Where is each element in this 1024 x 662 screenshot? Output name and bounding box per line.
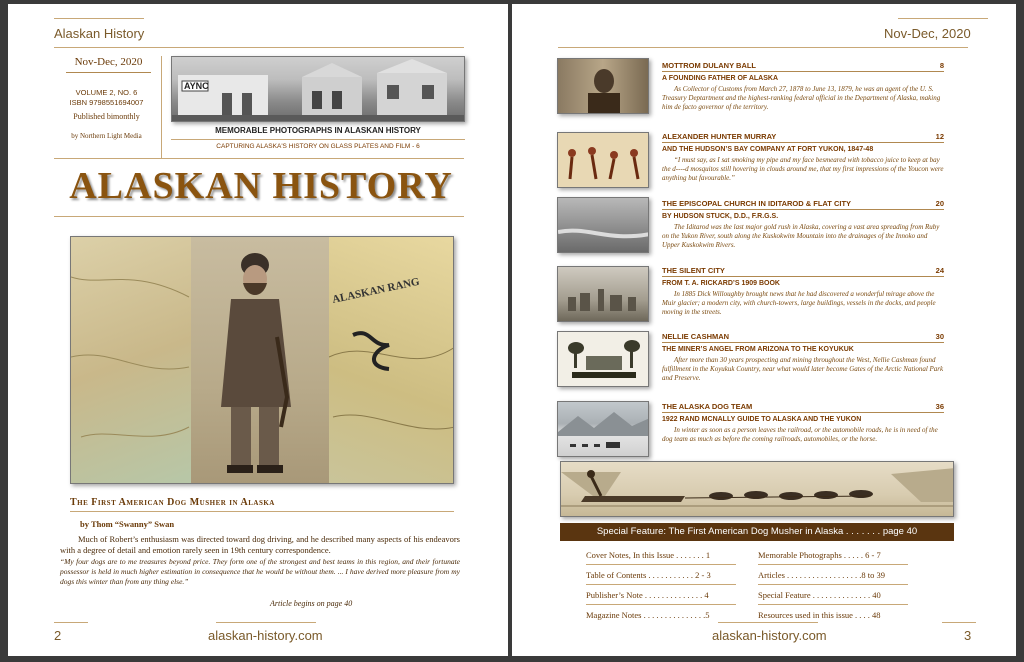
toc-description: As Collector of Customs from March 27, 1878 to June 13, 1879, he was an agent of the U. S. Treasury Deptartment and the highest-ranking federal official in the Department of Alaska, making him de facto governor of the territory. [662, 85, 941, 111]
toc-page: 12 [935, 132, 944, 141]
toc-subtitle: A FOUNDING FATHER OF ALASKA [662, 75, 779, 82]
index-rule [586, 564, 736, 565]
header-rule [54, 47, 464, 48]
left-page [8, 4, 508, 656]
header-rule-right [558, 47, 968, 48]
feature-rule [171, 139, 465, 140]
photo-storefront [171, 56, 465, 122]
toc-entry-murray[interactable] [662, 132, 944, 183]
thumb-cashman [557, 331, 649, 387]
toc-title[interactable]: THE ALASKA DOG TEAM [662, 402, 753, 411]
musher-portrait-icon [191, 237, 329, 484]
toc-page: 36 [935, 402, 944, 411]
dog-sled-illustration [560, 461, 954, 517]
special-feature-banner[interactable]: Special Feature: The First American Dog Musher in Alaska . . . . . . . page 40 [560, 523, 954, 541]
toc-description: In winter as soon as a person leaves the railroad, or the automobile roads, he is in need of the dog team as much as before the coming railroads, automobiles, or the horse. [662, 426, 938, 443]
article-title: The First American Dog Musher in Alaska [70, 497, 275, 508]
restaurant-icon [558, 332, 649, 387]
header-rule-top-right [898, 18, 988, 19]
page-number-right: 3 [964, 628, 972, 643]
toc-entry-iditarod[interactable] [662, 199, 944, 250]
right-header: Nov-Dec, 2020 [884, 26, 971, 41]
index-item[interactable]: Cover Notes, In this Issue . . . . . . . 1 [586, 550, 711, 560]
footer-url-right[interactable]: alaskan-history.com [712, 628, 827, 643]
footer-rule-right [942, 622, 976, 623]
toc-description: The Iditarod was the last major gold rush in Alaska, covering a vast area spreading from Ruby on the Yukon River, south along the Kuskokwim Mountain into the drainages of the Innoko and Upper Kuskokwim Rivers. [662, 223, 940, 249]
frequency: Published bimonthly [73, 112, 140, 121]
toc-subtitle: FROM T. A. RICKARD’S 1909 BOOK [662, 280, 780, 287]
footer-rule-center [216, 622, 316, 623]
toc-subtitle: THE MINER’S ANGEL FROM ARIZONA TO THE KOYUKUK [662, 346, 854, 353]
index-item[interactable]: Table of Contents . . . . . . . . . . . 2 - 3 [586, 570, 711, 580]
index-item[interactable]: Magazine Notes . . . . . . . . . . . . . . .5 [586, 610, 710, 620]
volume-info [54, 88, 159, 108]
publisher: by Northern Light Media [71, 132, 142, 140]
toc-subtitle: 1922 RAND MCNALLY GUIDE TO ALASKA AND THE YUKON [662, 416, 862, 423]
toc-entry-dog-team[interactable] [662, 402, 944, 444]
toc-page: 20 [935, 199, 944, 208]
feature-subtitle: CAPTURING ALASKA'S HISTORY ON GLASS PLATES AND FILM - 6 [216, 143, 420, 150]
toc-subtitle: AND THE HUDSON’S BAY COMPANY AT FORT YUKON, 1847-48 [662, 146, 874, 153]
footer-rule-center-right [718, 622, 818, 623]
toc-title[interactable]: NELLIE CASHMAN [662, 332, 730, 341]
toc-title[interactable]: THE SILENT CITY [662, 266, 725, 275]
dancers-icon [558, 133, 649, 188]
city-mirage-icon [558, 267, 649, 322]
toc-description: In 1885 Dick Willoughby brought news that he had discovered a wonderful mirage above the Muir glacier; a modern city, with church-towers, large buildings, vessels in the docks, and people moving in the streets. [662, 290, 936, 316]
index-item[interactable]: Publisher’s Note . . . . . . . . . . . . . . 4 [586, 590, 709, 600]
toc-page: 8 [939, 61, 944, 70]
river-icon [558, 198, 649, 253]
masthead-rule-bottom [54, 216, 464, 217]
toc-entry-cashman[interactable] [662, 332, 944, 383]
portrait-icon [558, 59, 649, 114]
map-label: ALASKAN RANG [331, 275, 421, 306]
footer-url-left[interactable]: alaskan-history.com [208, 628, 323, 643]
index-rule [586, 604, 736, 605]
volume: VOLUME 2, NO. 6 [75, 88, 138, 97]
toc-page: 24 [935, 266, 944, 275]
toc-description: “I must say, as I sat smoking my pipe and my face besmeared with tobacco juice to keep at bay the d----d mosquitos still hovering in clouds around me, that my first impressions of the Youcon were anything but favourable.” [662, 156, 944, 182]
mountains-icon [558, 402, 649, 457]
index-rule [758, 604, 908, 605]
isbn: ISBN 9798551694007 [69, 98, 144, 107]
thumb-murray [557, 132, 649, 188]
index-rule [586, 584, 736, 585]
vertical-divider [161, 56, 162, 158]
article-quote: “My four dogs are to me treasures beyond price. They form one of the strongest and best teams in this region, and their fortunate possessor is held in much higher estimation in consequence that he would be without them. ... I have derived more pleasure from my dogs this winter than from any thing else.” [60, 557, 460, 586]
index-rule [758, 564, 908, 565]
byline: by Thom “Swanny” Swan [80, 519, 175, 529]
footer-rule-left [54, 622, 88, 623]
article-continue: Article begins on page 40 [270, 599, 353, 608]
toc-page: 30 [935, 332, 944, 341]
toc-title[interactable]: ALEXANDER HUNTER MURRAY [662, 132, 777, 141]
index-item[interactable]: Memorable Photographs . . . . . 6 - 7 [758, 550, 881, 560]
toc-description: After more than 30 years prospecting and mining throughout the West, Nellie Cashman found fulfillment in the Koyukuk Country, near what would later become Gates of the Arctic National Park and Preserve. [662, 356, 944, 382]
thumb-dog-team [557, 401, 649, 457]
thumb-silent-city [557, 266, 649, 322]
index-rule [758, 584, 908, 585]
index-item[interactable]: Special Feature . . . . . . . . . . . . . . 40 [758, 590, 881, 600]
right-page [512, 4, 1016, 656]
photo-sign-text: AYNC [184, 81, 209, 91]
feature-title: MEMORABLE PHOTOGRAPHS IN ALASKAN HISTORY [215, 126, 421, 135]
article-body: Much of Robert’s enthusiasm was directed toward dog driving, and he described many aspects of his endeavors with a degree of detail and emotion rarely seen in 19th century correspondence. [60, 534, 460, 555]
toc-entry-silent-city[interactable] [662, 266, 944, 317]
toc-title[interactable]: THE EPISCOPAL CHURCH IN IDITAROD & FLAT CITY [662, 199, 852, 208]
index-item[interactable]: Resources used in this issue . . . . 48 [758, 610, 881, 620]
cover-photo [70, 236, 454, 484]
page-number-left: 2 [54, 628, 62, 643]
issue-date: Nov-Dec, 2020 [66, 56, 151, 73]
article-rule [70, 511, 454, 512]
toc-entry-ball[interactable] [662, 61, 944, 112]
portrait-card [191, 237, 329, 484]
toc-title[interactable]: MOTTROM DULANY BALL [662, 61, 757, 70]
thumb-iditarod [557, 197, 649, 253]
storefront-photo-icon [172, 57, 465, 122]
masthead: ALASKAN HISTORY [69, 165, 453, 207]
toc-subtitle: BY HUDSON STUCK, D.D., F.R.G.S. [662, 213, 779, 220]
masthead-rule-top [54, 158, 464, 159]
left-header: Alaskan History [54, 26, 145, 41]
dog-sled-icon [561, 462, 954, 517]
index-item[interactable]: Articles . . . . . . . . . . . . . . . . . .8 to 39 [758, 570, 886, 580]
header-rule-top [54, 18, 144, 19]
thumb-ball [557, 58, 649, 114]
